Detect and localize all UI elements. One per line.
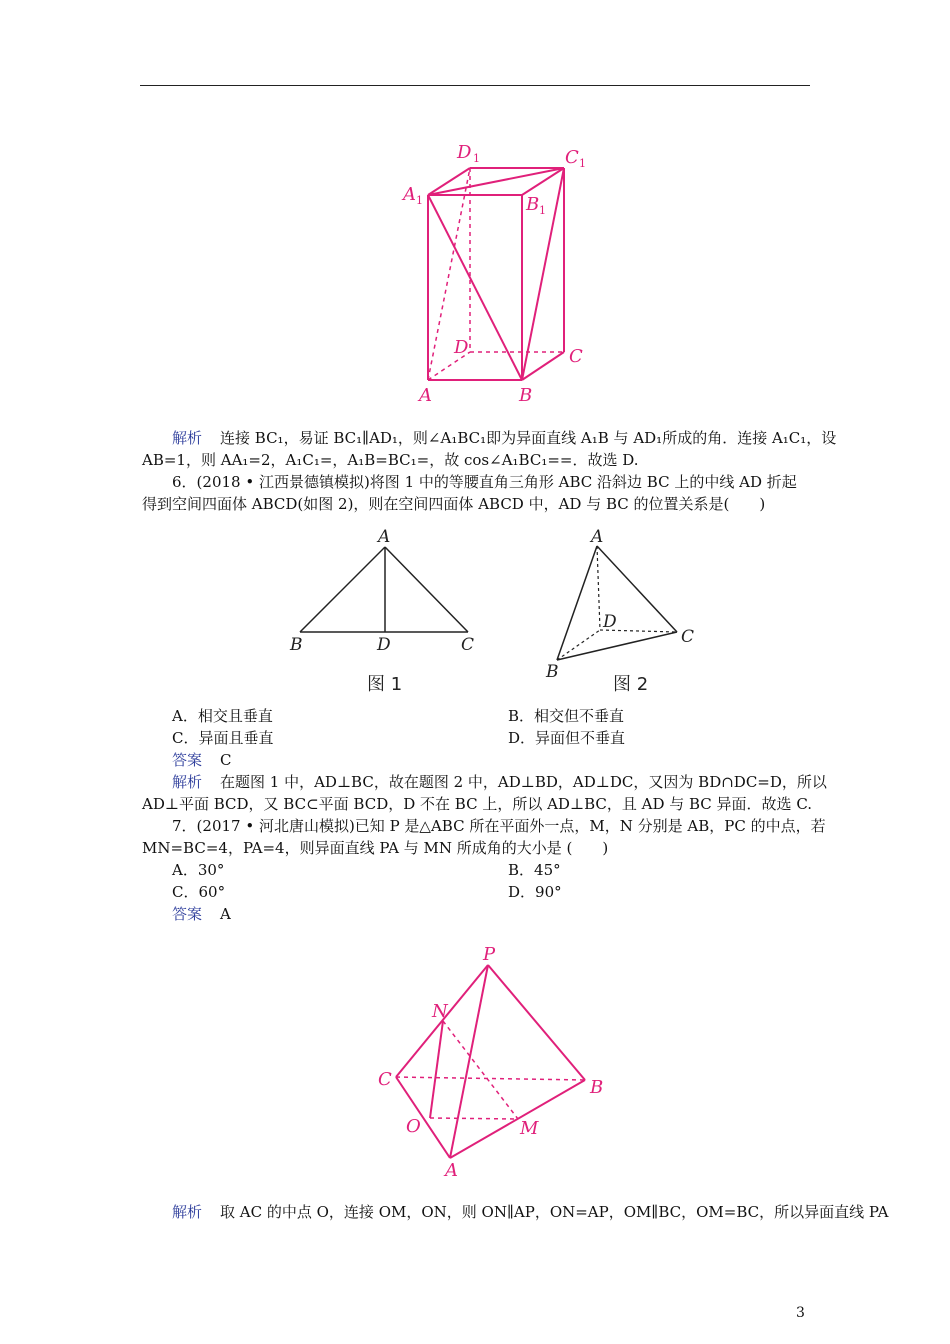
label-d: D bbox=[454, 337, 469, 358]
jiexi-tag: 解析 bbox=[172, 773, 203, 791]
q6-option-d: D．异面但不垂直 bbox=[508, 729, 626, 747]
label-a1: A bbox=[403, 184, 416, 205]
label-c: C bbox=[569, 346, 583, 367]
q6-explain-text-1: 在题图 1 中，AD⊥BC，故在题图 2 中，AD⊥BD，AD⊥DC，又因为 BD∩DC=D，所以 bbox=[220, 773, 827, 791]
label-d1: D bbox=[457, 142, 472, 163]
q6-option-b: B．相交但不垂直 bbox=[508, 707, 625, 725]
fig4-label-b: B bbox=[590, 1077, 604, 1098]
fig2-caption: 图 1 bbox=[367, 674, 403, 695]
label-b1: B bbox=[526, 194, 540, 215]
fig2-label-c: C bbox=[461, 635, 475, 655]
label-a: A bbox=[419, 385, 432, 406]
fig4-label-c: C bbox=[378, 1069, 392, 1090]
q6-explanation-2: AD⊥平面 BCD，又 BC⊂平面 BCD，D 不在 BC 上，所以 AD⊥BC，且 AD 与 BC 异面．故选 C. bbox=[142, 795, 813, 813]
fig3-label-c: C bbox=[681, 627, 695, 647]
label-b1-sub: 1 bbox=[539, 204, 546, 217]
q7-option-b: B．45° bbox=[508, 861, 561, 879]
fig4-label-o: O bbox=[406, 1116, 421, 1137]
label-c1: C bbox=[565, 147, 579, 168]
fig2-label-d: D bbox=[377, 635, 391, 655]
q6-stem-2: 得到空间四面体 ABCD(如图 2)，则在空间四面体 ABCD 中，AD 与 BC 的位置关系是( ) bbox=[142, 495, 766, 513]
jiexi-tag: 解析 bbox=[172, 429, 203, 447]
q7-stem-1: 7．(2017 • 河北唐山模拟)已知 P 是△ABC 所在平面外一点，M，N 分别是 AB，PC 的中点，若 bbox=[172, 817, 826, 835]
q7-option-a: A．30° bbox=[172, 861, 225, 879]
fig2-label-b: B bbox=[290, 635, 303, 655]
q6-stem-1: 6．(2018 • 江西景德镇模拟)将图 1 中的等腰直角三角形 ABC 沿斜边 BC 上的中线 AD 折起 bbox=[172, 473, 797, 491]
daan-tag: 答案 bbox=[172, 751, 203, 769]
label-d1-sub: 1 bbox=[473, 152, 480, 165]
fig4-label-n: N bbox=[432, 1001, 448, 1022]
q7-option-d: D．90° bbox=[508, 883, 562, 901]
q5-explanation-2: AB=1，则 AA₁=2，A₁C₁=，A₁B=BC₁=，故 cos∠A₁BC₁==．故选 D. bbox=[142, 451, 639, 469]
fig3-label-d: D bbox=[603, 612, 617, 632]
fig3-label-a: A bbox=[591, 527, 604, 547]
q7-option-c: C．60° bbox=[172, 883, 226, 901]
label-c1-sub: 1 bbox=[579, 157, 586, 170]
fig4-label-a: A bbox=[445, 1160, 458, 1181]
fig3-caption: 图 2 bbox=[613, 674, 649, 695]
q5-explain-text-1: 连接 BC₁，易证 BC₁∥AD₁，则∠A₁BC₁即为异面直线 A₁B 与 AD₁所成的角．连接 A₁C₁，设 bbox=[220, 429, 837, 447]
fig4-label-m: M bbox=[520, 1118, 539, 1139]
q7-answer-value: A bbox=[220, 905, 231, 923]
q6-answer-value: C bbox=[220, 751, 232, 769]
fig2-label-a: A bbox=[378, 527, 391, 547]
q7-explain-text: 取 AC 的中点 O，连接 OM，ON，则 ON∥AP，ON=AP，OM∥BC，OM=BC，所以异面直线 PA bbox=[220, 1203, 889, 1221]
q7-explanation bbox=[172, 1202, 888, 1222]
fig4-label-p: P bbox=[483, 944, 496, 965]
jiexi-tag: 解析 bbox=[172, 1203, 203, 1221]
fig3-label-b: B bbox=[546, 662, 559, 682]
label-a1-sub: 1 bbox=[416, 194, 423, 207]
q7-stem-2: MN=BC=4，PA=4，则异面直线 PA 与 MN 所成角的大小是 ( ) bbox=[142, 839, 609, 857]
q6-option-c: C．异面且垂直 bbox=[172, 729, 274, 747]
daan-tag: 答案 bbox=[172, 905, 203, 923]
q6-option-a: A．相交且垂直 bbox=[172, 707, 273, 725]
label-b: B bbox=[519, 385, 533, 406]
page-number: 3 bbox=[796, 1305, 805, 1321]
